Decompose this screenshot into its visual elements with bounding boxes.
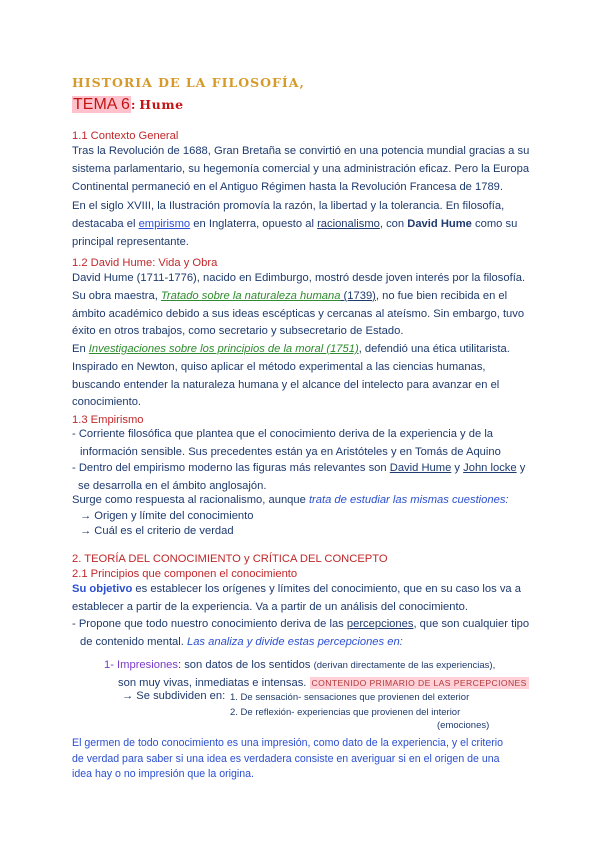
- text: son muy vivas, inmediatas e intensas.: [118, 676, 310, 689]
- text: (derivan directamente de las experiencias),: [313, 660, 496, 671]
- arrow-list: [80, 509, 253, 539]
- text-line: Tras la Revolución de 1688, Gran Bretaña se convirtió en una potencia mundial gracias a su: [72, 145, 530, 157]
- text-line: establecer a partir de la experiencia. Va a partir de un análisis del conocimiento.: [72, 600, 468, 613]
- paragraph-contexto: [72, 143, 529, 196]
- text-line: se desarrolla en el ámbito anglosajón.: [78, 479, 267, 492]
- arrow-item: → Origen y límite del conocimiento: [80, 510, 254, 522]
- section-heading-1-1: 1.1 Contexto General: [72, 130, 179, 142]
- tema-heading: [72, 96, 184, 114]
- text-line: ámbito académico debido a sus ideas escépticas y cercanas al ateísmo. Sin embargo, tuvo: [72, 307, 525, 320]
- paragraph-propone: [72, 616, 529, 652]
- text-line: [72, 216, 517, 234]
- text: como su: [471, 217, 518, 230]
- text: Surge como respuesta al racionalismo, aunque: [72, 494, 309, 506]
- paragraph-obra: [72, 341, 510, 412]
- paragraph-surge: [72, 492, 509, 510]
- text-line: Inspirado en Newton, quiso aplicar el método experimental a las ciencias humanas,: [72, 360, 486, 373]
- analiza-italic: Las analiza y divide estas percepciones en:: [186, 635, 403, 648]
- racionalismo-link[interactable]: racionalismo: [317, 217, 380, 230]
- tratado-link[interactable]: Tratado sobre la naturaleza humana: [160, 289, 341, 302]
- paragraph-ilustracion: [72, 198, 517, 251]
- text-line: éxito en otros trabajos, como secretario y subsecretario de Estado.: [72, 325, 404, 338]
- text: , no fue bien recibida en el: [375, 289, 508, 302]
- text-line: conocimiento.: [72, 396, 142, 409]
- text: , con: [379, 217, 408, 230]
- text: - Propone que todo nuestro conocimiento deriva de las: [72, 618, 347, 630]
- text: sensaciones que provienen del exterior: [303, 692, 470, 703]
- text: 1. De sensación-: [230, 692, 304, 703]
- text: : son datos de los sentidos: [178, 659, 314, 671]
- investigaciones-link[interactable]: Investigaciones sobre los principios de la moral (1751): [88, 343, 359, 355]
- text: En: [72, 343, 89, 355]
- text: - Dentro del empirismo moderno las figuras más relevantes son: [72, 462, 390, 474]
- percepciones-link[interactable]: percepciones: [346, 618, 414, 630]
- bullet-empirismo-2: [72, 460, 525, 496]
- text-line: [104, 657, 529, 675]
- section-heading-2: 2. TEORÍA DEL CONOCIMIENTO y CRÍTICA DEL CONCEPTO: [72, 553, 388, 565]
- text-line: [72, 616, 529, 634]
- empirismo-link[interactable]: empirismo: [138, 217, 191, 230]
- surge-italic: trata de estudiar las mismas cuestiones:: [308, 494, 509, 506]
- text: de contenido mental.: [80, 635, 187, 648]
- section-heading-1-3: 1.3 Empirismo: [72, 414, 144, 426]
- text-line: sistema parlamentario, su hegemonía comercial y una administración eficaz. Pero la Europa: [72, 162, 530, 175]
- david-hume-link[interactable]: David Hume: [389, 462, 452, 474]
- tema-number: TEMA 6: [73, 96, 130, 113]
- tema-subject: Hume: [139, 97, 184, 112]
- tema-colon: :: [130, 97, 137, 112]
- section-heading-2-1: 2.1 Principios que componen el conocimiento: [72, 568, 298, 580]
- text: es establecer los orígenes y límites del conocimiento, que en su caso los va a: [132, 583, 521, 595]
- text: , defendió una ética utilitarista.: [358, 343, 510, 355]
- text-line: [72, 581, 521, 599]
- bullet-empirismo-1: [72, 426, 501, 462]
- highlight-contenido-primario: CONTENIDO PRIMARIO DE LAS PERCEPCIONES: [311, 677, 527, 688]
- text: 2. De reflexión-: [230, 707, 298, 718]
- text-line: principal representante.: [72, 235, 189, 248]
- text-line: [72, 634, 529, 652]
- john-locke-link[interactable]: John locke: [463, 462, 517, 474]
- paragraph-objetivo: [72, 581, 521, 617]
- subdivision-1: [230, 692, 469, 703]
- impresiones-item: [104, 657, 529, 693]
- text-line: David Hume (1711-1776), nacido en Edimburgo, mostró desde joven interés por la filosofía.: [72, 272, 526, 284]
- text: y: [516, 462, 526, 474]
- arrow-item: → Cuál es el criterio de verdad: [80, 525, 234, 537]
- text: experiencias que provienen del interior: [297, 707, 461, 718]
- text-line: idea hay o no impresión que la origina.: [72, 768, 254, 780]
- text-line: En el siglo XVIII, la Ilustración promovía la razón, la libertad y la tolerancia. En filosofía,: [72, 200, 505, 212]
- text-line: [72, 341, 510, 359]
- text: , que son cualquier tipo: [413, 618, 530, 630]
- objetivo-bold: Su objetivo: [72, 583, 133, 595]
- subdivision-2-note: (emociones): [437, 720, 490, 731]
- text: en Inglaterra, opuesto al: [190, 217, 318, 230]
- text-line: información sensible. Sus precedentes están ya en Aristóteles y en Tomás de Aquino: [80, 445, 501, 458]
- text: y: [451, 462, 464, 474]
- subdivision-2: [230, 707, 460, 718]
- text-line: [72, 288, 525, 306]
- text: Su obra maestra,: [72, 289, 161, 302]
- text-line: El germen de todo conocimiento es una impresión, como dato de la experiencia, y el criterio: [72, 737, 504, 749]
- document-title: HISTORIA DE LA FILOSOFÍA,: [72, 75, 305, 90]
- impresiones-label: 1- Impresiones: [104, 659, 178, 671]
- paragraph-vida: [72, 270, 525, 341]
- text-line: de verdad para saber si una idea es verdadera consiste en averiguar si en el origen de una: [72, 752, 500, 765]
- text-line: buscando entender la naturaleza humana y el alcance del intelecto para avanzar en el: [72, 378, 500, 391]
- text-line: - Corriente filosófica que plantea que el conocimiento deriva de la experiencia y de la: [72, 428, 494, 440]
- david-hume-bold: David Hume: [407, 217, 472, 230]
- text-line: [72, 492, 509, 510]
- text: destacaba el: [72, 217, 139, 230]
- text-line: Continental permaneció en el Antiguo Régimen hasta la Revolución Francesa de 1789.: [72, 180, 503, 193]
- text-line: [72, 460, 525, 478]
- tratado-year: (1739): [340, 289, 376, 302]
- subdivide-label: → Se subdividen en:: [122, 690, 226, 702]
- section-heading-1-2: 1.2 David Hume: Vida y Obra: [72, 257, 218, 269]
- paragraph-germen: [72, 736, 503, 783]
